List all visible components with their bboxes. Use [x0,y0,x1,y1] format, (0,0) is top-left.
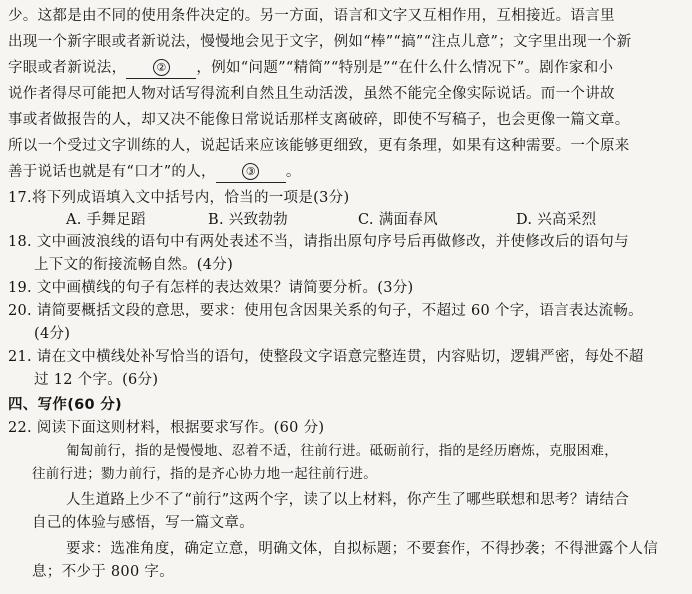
question-22: 22. 阅读下面这则材料，根据要求写作。(60 分) [8,420,325,436]
option-d: D. 兴高采烈 [516,212,597,228]
question-17: 17.将下列成语填入文中括号内，恰当的一项是(3分) [8,190,350,206]
question-17-options [66,208,596,232]
passage-line-2: 出现一个新字眼或者新说法，慢慢地会见于文字，例如“棒”“搞”“注点儿意”；文字里出现一个新 [8,34,632,50]
blank-marker-2: ② [153,59,170,76]
question-21-line-2: 过 12 个字。(6分) [34,372,159,388]
requirements-line-1: 要求：选准角度，确定立意，明确文体，自拟标题；不要套作，不得抄袭；不得泄露个人信 [66,541,658,557]
prompt-line-2: 自己的体验与感悟，写一篇文章。 [32,515,254,531]
question-18-line-1: 18. 文中画波浪线的语句中有两处表述不当，请指出原句序号后再做修改，并使修改后的语句与 [8,234,629,250]
answer-blank-2 [126,58,196,79]
section-heading-writing: 四、写作(60 分) [8,397,122,413]
passage-line-3-pre: 字眼或者新说法， [8,60,127,76]
passage-line-6: 所以一个受过文字训练的人，说起话来应该能够更细致，更有条理，如果有这种需要。一个原来 [8,138,630,154]
answer-blank-3 [216,162,286,183]
material-line-1: 匍匐前行，指的是慢慢地、忍着不适，往前行进。砥砺前行，指的是经历磨炼，克服困难， [66,443,618,459]
question-18-line-2: 上下文的衔接流畅自然。(4分) [34,257,234,273]
question-20-line-2: (4分) [34,326,71,342]
material-line-2: 往前行进；勠力前行，指的是齐心协力地一起往前行进。 [32,466,377,482]
requirements-line-2: 息；不少于 800 字。 [32,564,174,580]
passage-line-3 [8,56,613,80]
passage-line-3-post: ，例如“问题”“精简”“特别是”“在什么什么情况下”。剧作家和小 [196,60,614,76]
question-21-line-1: 21. 请在文中横线处补写恰当的语句，使整段文字语意完整连贯，内容贴切，逻辑严密，每处不超 [8,349,644,365]
passage-line-7 [8,160,301,184]
passage-line-1: 少。这都是由不同的使用条件决定的。另一方面，语言和文字又互相作用，互相接近。语言里 [8,8,615,24]
passage-line-7-post: 。 [285,164,301,180]
prompt-line-1: 人生道路上少不了“前行”这两个字，读了以上材料，你产生了哪些联想和思考？请结合 [66,492,630,508]
option-c: C. 满面春风 [358,212,438,228]
question-20-line-1: 20. 请简要概括文段的意思，要求：使用包含因果关系的句子，不超过 60 个字，语言表达流畅。 [8,303,643,319]
passage-line-4: 说作者得尽可能把人物对话写得流利自然且生动活泼，虽然不能完全像实际说话。而一个讲故 [8,86,615,102]
passage-line-7-pre: 善于说话也就是有“口才”的人， [8,164,216,180]
option-a: A. 手舞足蹈 [66,212,146,228]
question-19: 19. 文中画横线的句子有怎样的表达效果？请简要分析。(3分) [8,280,414,296]
option-b: B. 兴致勃勃 [208,212,288,228]
blank-marker-3: ③ [242,163,259,180]
passage-line-5: 事或者做报告的人，却又决不能像日常说话那样支离破碎，即使不写稿子，也会更像一篇文章。 [8,112,630,128]
